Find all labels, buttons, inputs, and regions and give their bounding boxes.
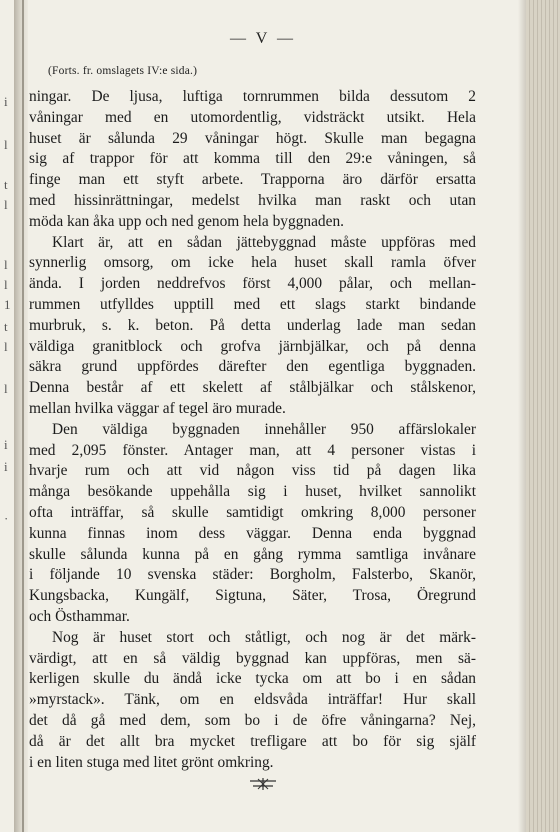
text-line: värdigt, att en så väldig byggnad kan uppföras, men sä- [29,649,476,667]
text-line: då är det allt bra mycket trefligare att bo för sig själf [29,732,476,750]
margin-mark: l [4,339,8,354]
text-line: mellan hvilka väggar af tegel äro murade. [29,399,286,417]
stacked-page-edges [526,0,560,832]
text-line: det då gå med dem, som bo i de öfre våningarna? Nej, [29,711,476,729]
text-line: våningar med en utomordentlig, vidsträckt utsikt. Hela [29,108,476,126]
text-line: finge man ett styft arbete. Trapporna äro därför ersatta [29,171,476,189]
text-line: Den väldiga byggnaden innehåller 950 affärslokaler [52,420,476,438]
text-line: Kungsbacka, Kungälf, Sigtuna, Säter, Trosa, Öregrund [29,587,476,605]
text-line: Klart är, att en sådan jättebyggnad måste uppföras med [52,233,476,251]
text-line: kerligen skulle du ändå icke tycka om att bo i en sådan [29,670,476,688]
ornament-icon [0,777,526,796]
text-line: med 2,095 fönster. Antager man, att 4 personer vistas i [29,441,476,459]
continuation-note: (Forts. fr. omslagets IV:e sida.) [48,65,198,77]
margin-mark: i [4,94,8,109]
margin-mark: l [4,257,8,272]
text-line: med hissinrättningar, medelst hvilka man raskt och utan [29,191,476,209]
margin-mark: l [4,381,8,396]
text-line: Denna består af ett skelett af stålbjälkar och stålskenor, [29,379,476,397]
text-line: rummen utfylldes upptill med ett slags starkt bindande [29,295,476,313]
text-line: möda kan åka upp och ned genom hela byggnaden. [29,212,344,230]
page-number: — V — [230,30,296,47]
text-line: väldiga granitblock och grofva järnbjälkar, och på denna [29,337,476,355]
text-line: många besökande uppehålla sig i huset, hvilket sannolikt [29,483,476,501]
text-line: i en liten stuga med litet grönt omkring. [29,753,274,771]
text-line: i följande 10 svenska städer: Borgholm, Falsterbo, Skanör, [29,566,476,584]
margin-mark: t [4,177,8,192]
text-line: skulle sålunda kunna på en gång rymma samtliga invånare [29,545,476,563]
margin-mark: i [4,437,8,452]
text-line: murbruk, s. k. beton. På detta underlag lade man sedan [29,316,476,334]
text-line: sig af trappor för att komma till den 29:e våningen, så [29,150,476,168]
binding-line [22,0,24,832]
text-line: »myrstack». Tänk, om en eldsvåda inträffar! Hur skall [29,691,476,709]
text-line: säkra grund uppfördes därefter den egentliga byggnaden. [29,358,476,376]
text-line: kunna finnas inom dess väggar. Denna enda byggnad [29,524,476,542]
text-line: huset är sålunda 29 våningar högt. Skulle man begagna [29,129,476,147]
margin-mark: l [4,137,8,152]
text-line: ofta inträffar, så skulle samtidigt omkring 8,000 personer [29,503,476,521]
body-text [29,87,476,773]
text-line: ningar. De ljusa, luftiga tornrummen bilda dessutom 2 [29,88,476,105]
margin-mark: l [4,277,8,292]
margin-mark: l [4,197,8,212]
margin-mark: t [4,319,8,334]
binding-gutter [14,0,28,832]
text-line: ända. I jorden neddrefvos först 4,000 pålar, och mellan- [29,275,476,293]
text-line: hvarje rum och att vid någon viss tid på dagen lika [29,462,476,480]
margin-mark: · [4,511,9,526]
ornament-icon-glyph [248,777,278,791]
margin-mark: 1 [4,297,11,312]
text-line: och Östhammar. [29,607,130,625]
text-line: Nog är huset stort och ståtligt, och nog är det märk- [52,628,476,646]
margin-mark: i [4,459,8,474]
text-line: synnerlig omsorg, om icke hela huset skall ramla öfver [29,254,476,272]
